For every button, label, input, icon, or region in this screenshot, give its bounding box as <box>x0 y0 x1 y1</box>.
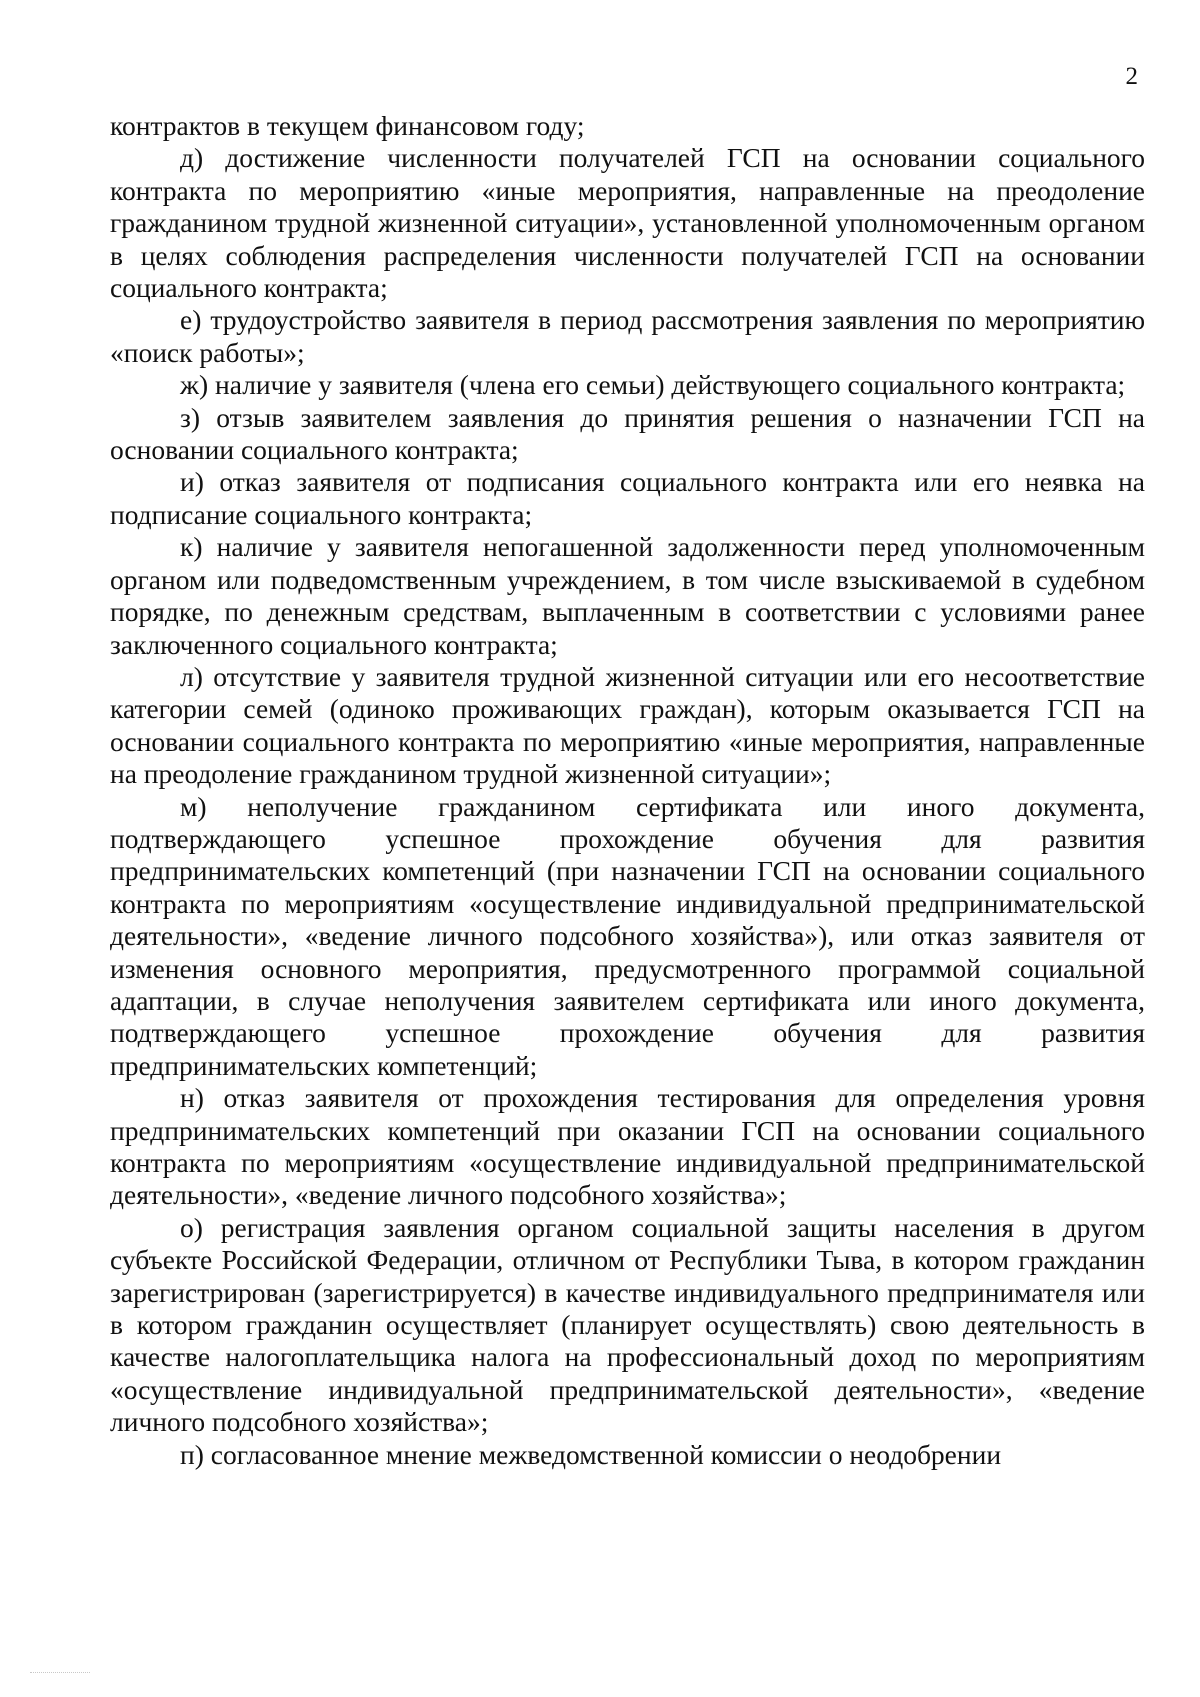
paragraph-item-zh: ж) наличие у заявителя (члена его семьи) действующего социального контракта; <box>180 369 1126 401</box>
paragraph-continuation: контрактов в текущем финансовом году; <box>110 110 585 141</box>
paragraph-item-k: к) наличие у заявителя непогашенной задолженности перед уполномоченным органом или подведомственным учреждением, в том числе взыскиваемой в судебном порядке, по денежным средствам, выплаченным в соответствии с условиями ранее заключенного социального контракта; <box>110 531 1145 660</box>
paragraph-item-e: е) трудоустройство заявителя в период рассмотрения заявления по мероприятию «поиск работы»; <box>110 304 1145 368</box>
paragraph-item-d: д) достижение численности получателей ГСП на основании социального контракта по мероприятию «иные мероприятия, направленные на преодоление гражданином трудной жизненной ситуации», установленной уполномоченным органом в целях соблюдения распределения численности получателей ГСП на основании социального контракта; <box>110 142 1145 304</box>
paragraph-item-l: л) отсутствие у заявителя трудной жизненной ситуации или его несоответствие категории семей (одиноко проживающих граждан), которым оказывается ГСП на основании социального контракта по мероприятию «иные мероприятия, направленные на преодоление гражданином трудной жизненной ситуации»; <box>110 660 1145 790</box>
paragraph-item-p: п) согласованное мнение межведомственной комиссии о неодобрении <box>180 1438 1002 1470</box>
document-body <box>110 110 1145 1471</box>
paragraph-item-z: з) отзыв заявителем заявления до принятия решения о назначении ГСП на основании социального контракта; <box>110 401 1145 466</box>
paragraph-item-n: н) отказ заявителя от прохождения тестирования для определения уровня предпринимательских компетенций при оказании ГСП на основании социального контракта по мероприятиям «осуществление индивидуальной предпринимательской деятельности», «ведение личного подсобного хозяйства»; <box>110 1082 1145 1211</box>
scan-margin-mark <box>30 1672 90 1675</box>
paragraph-item-o: о) регистрация заявления органом социальной защиты населения в другом субъекте Российской Федерации, отличном от Республики Тыва, в котором гражданин зарегистрирован (зарегистрируется) в качестве индивидуального предпринимателя или в котором гражданин осуществляет (планирует осуществлять) свою деятельность в качестве налогоплательщика налога на профессиональный доход по мероприятиям «осуществление индивидуальной предпринимательской деятельности», «ведение личного подсобного хозяйства»; <box>110 1211 1145 1438</box>
paragraph-item-m: м) неполучение гражданином сертификата или иного документа, подтверждающего успешное прохождение обучения для развития предпринимательских компетенций (при назначении ГСП на основании социального контракта по мероприятиям «осуществление индивидуальной предпринимательской деятельности», «ведение личного подсобного хозяйства»), или отказ заявителя от изменения основного мероприятия, предусмотренного программой социальной адаптации, в случае неполучения заявителем сертификата или иного документа, подтверждающего успешное прохождение обучения для развития предпринимательских компетенций; <box>110 790 1145 1081</box>
paragraph-item-i: и) отказ заявителя от подписания социального контракта или его неявка на подписание социального контракта; <box>110 466 1145 530</box>
page-number: 2 <box>1125 63 1138 90</box>
